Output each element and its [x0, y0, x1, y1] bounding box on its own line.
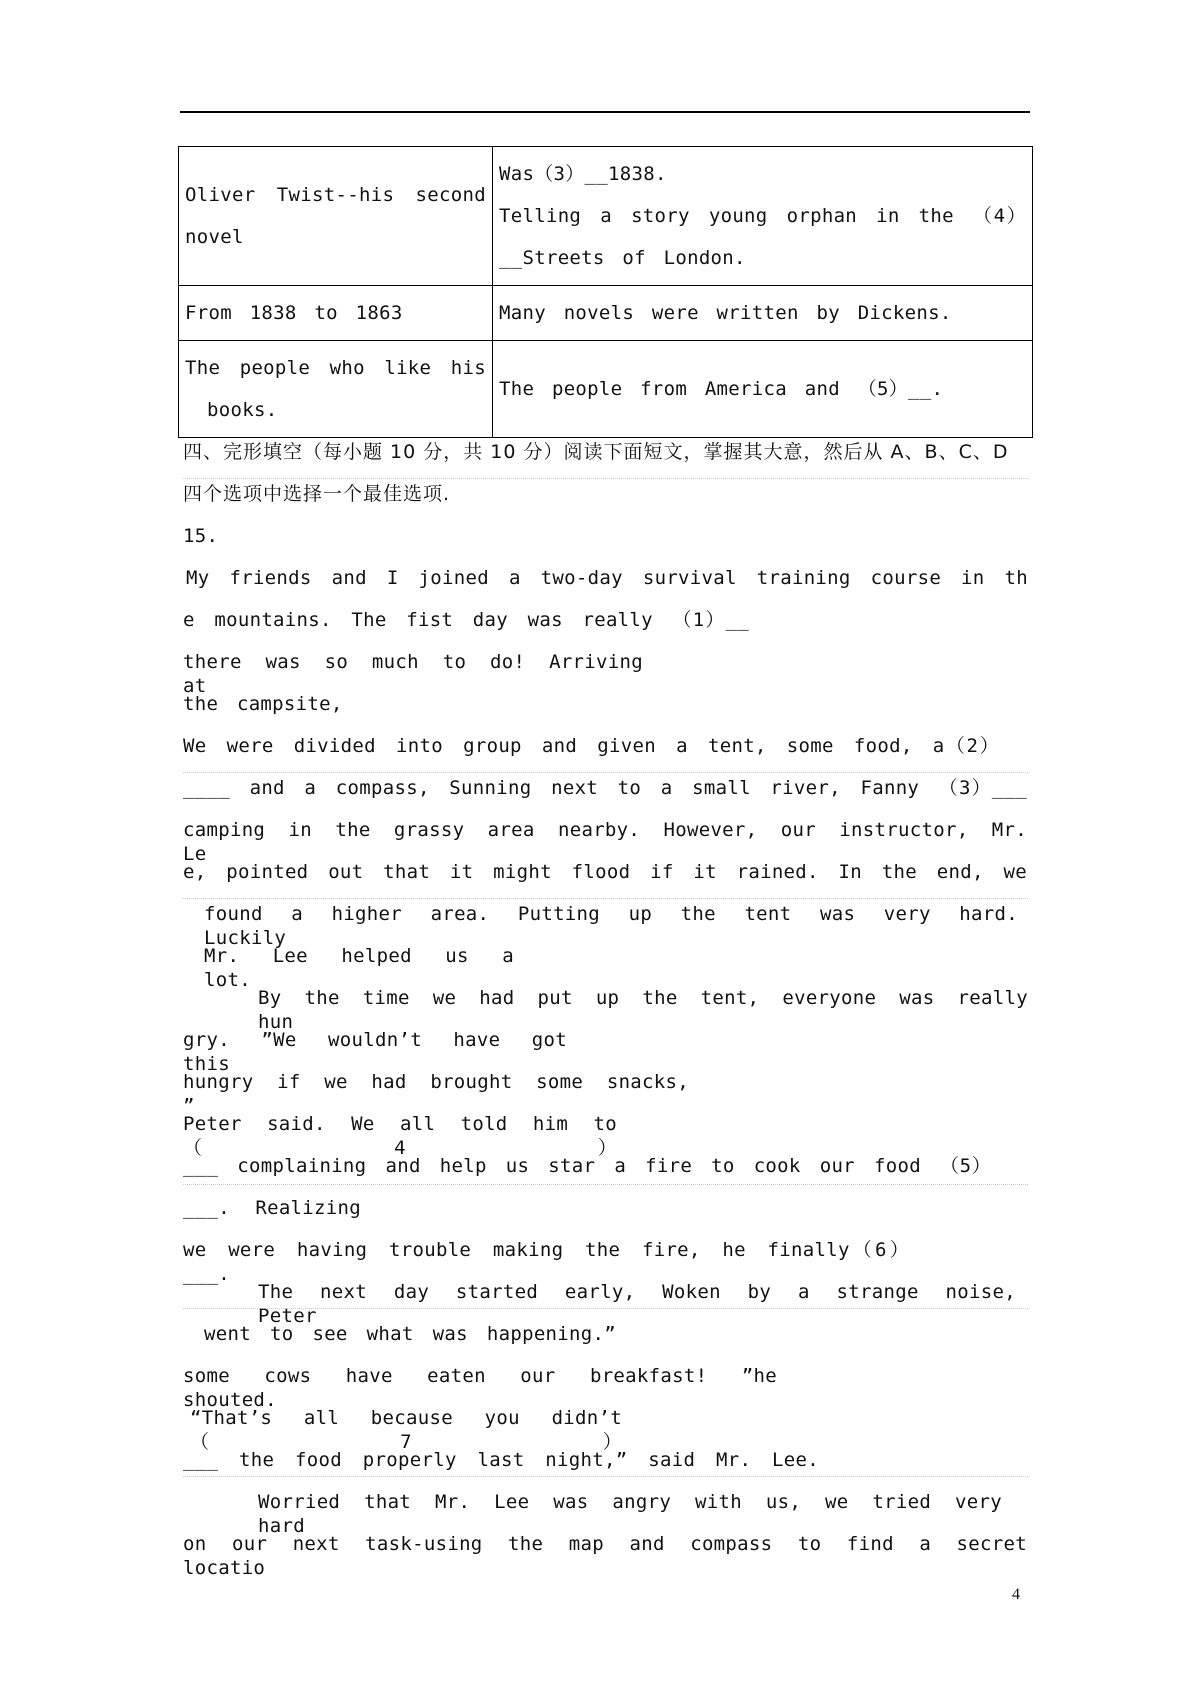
divider	[183, 1308, 1028, 1309]
passage-line: “That’s all because you didn’t （7）	[190, 1407, 622, 1453]
passage-line: e mountains. The fist day was really （1）__	[183, 609, 749, 631]
divider	[183, 772, 1028, 773]
header-rule	[180, 111, 1030, 113]
passage-line: By the time we had put up the tent, everyone was really hun	[258, 987, 1028, 1033]
cell-text: The people from America and （5）__.	[499, 378, 944, 400]
cell-text: books.	[207, 399, 278, 421]
table-row	[179, 286, 1033, 341]
page-number: 4	[1012, 1586, 1020, 1603]
passage-line: hungry if we had brought some snacks, ”	[183, 1071, 689, 1117]
passage-line: the campsite,	[183, 693, 343, 715]
passage-line: ____ and a compass, Sunning next to a small river, Fanny （3）___	[183, 777, 1027, 799]
cell-text: From 1838 to 1863	[185, 302, 403, 324]
passage-line: Mr. Lee helped us a lot.	[204, 945, 514, 991]
passage-line: camping in the grassy area nearby. However, our instructor, Mr. Le	[183, 819, 1027, 865]
passage-line: there was so much to do! Arriving at	[183, 651, 643, 697]
passage-line: Peter said. We all told him to（4）	[183, 1113, 617, 1159]
divider	[183, 1184, 1028, 1185]
passage-line: gry. ”We wouldn’t have got this	[183, 1029, 567, 1075]
table-cell-topic	[179, 341, 493, 438]
table-cell-detail	[493, 341, 1033, 438]
divider	[183, 1476, 1028, 1477]
cell-text: Telling a story young orphan in the （4）	[499, 205, 1026, 227]
passage-line: we were having trouble making the fire, he finally（6）___.	[183, 1239, 909, 1285]
passage-line: ___ the food properly last night,” said Mr. Lee.	[183, 1449, 819, 1471]
passage-line: ___. Realizing	[183, 1197, 361, 1219]
passage-line: ___ complaining and help us star a fire to cook our food （5）	[183, 1155, 991, 1177]
divider	[183, 898, 1028, 899]
passage-line: on our next task-using the map and compass to find a secret locatio	[183, 1533, 1027, 1579]
section-heading: 四、完形填空（每小题 10 分，共 10 分）阅读下面短文，掌握其大意，然后从 A、B、C、D	[183, 441, 1009, 463]
table-row	[179, 341, 1033, 438]
passage-line: My friends and I joined a two-day survival training course in th	[186, 567, 1028, 589]
cell-text: The people who like his	[185, 357, 486, 379]
table-row	[179, 147, 1033, 286]
passage-line: some cows have eaten our breakfast! ”he shouted.	[183, 1365, 777, 1411]
question-number: 15.	[183, 525, 219, 547]
cell-text: Was（3）__1838.	[499, 163, 667, 185]
passage-line: We were divided into group and given a tent, some food, a（2）	[183, 735, 999, 757]
passage-line: found a higher area. Putting up the tent was very hard. Luckily	[204, 903, 1018, 949]
cell-text: novel	[185, 226, 244, 248]
cell-text: Oliver Twist--his second	[185, 184, 486, 206]
passage-line: The next day started early, Woken by a strange noise, Peter	[258, 1281, 1016, 1327]
table-cell-detail	[493, 286, 1033, 341]
table-cell-detail	[493, 147, 1033, 286]
table-cell-topic	[179, 147, 493, 286]
cell-text: __Streets of London.	[499, 247, 746, 269]
divider	[183, 478, 1028, 479]
info-table	[178, 146, 1033, 438]
table-cell-topic	[179, 286, 493, 341]
passage-line: went to see what was happening.”	[204, 1323, 616, 1345]
passage-line: Worried that Mr. Lee was angry with us, we tried very hard	[258, 1491, 1002, 1537]
passage-line: e, pointed out that it might flood if it rained. In the end, we	[183, 861, 1027, 883]
section-heading-continued: 四个选项中选择一个最佳选项.	[183, 483, 451, 505]
cell-text: Many novels were written by Dickens.	[499, 302, 952, 324]
